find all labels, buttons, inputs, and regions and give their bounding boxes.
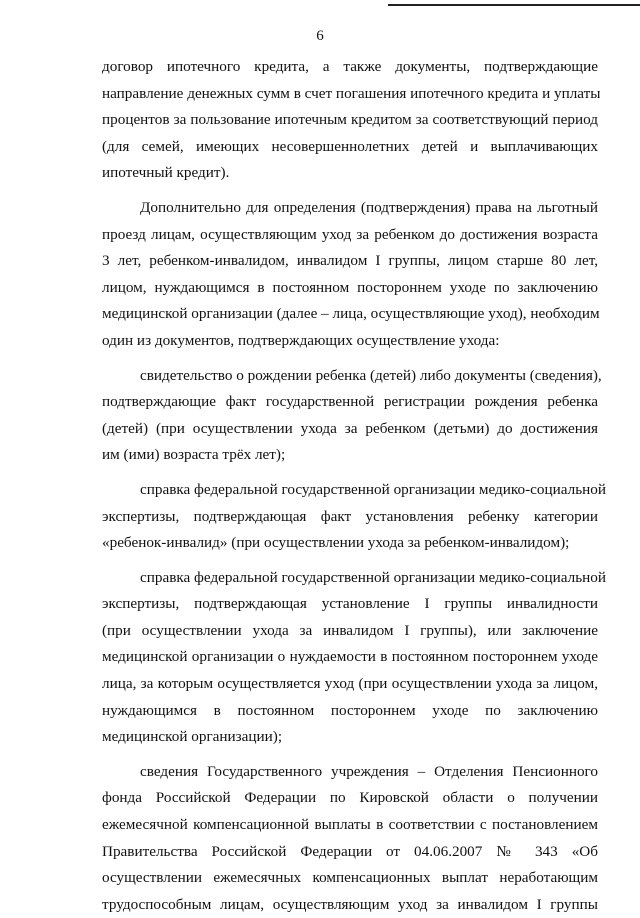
text-line: проезд лицам, осуществляющим уход за ребенком до достижения возраста [102,225,598,243]
paragraph [102,759,598,918]
text-line: (детей) (при осуществлении ухода за ребенком (детьми) до достижения [102,419,598,437]
document-body [102,54,606,918]
text-line: (для семей, имеющих несовершеннолетних детей и выплачивающих [102,137,598,155]
text-line: нуждающимся в постоянном постороннем уходе по заключению [102,701,598,719]
text-line: им (ими) возраста трёх лет); [102,446,286,464]
text-line: процентов за пользование ипотечным кредитом за соответствующий период [102,111,598,129]
text-line: один из документов, подтверждающих осуществление ухода: [102,331,500,349]
text-line: медицинской организации о нуждаемости в постоянном постороннем уходе [102,648,598,666]
paragraph [102,195,598,355]
page-number: 6 [316,28,324,44]
paragraph [102,565,606,751]
paragraph-gap [102,751,598,759]
text-line: справка федеральной государственной организации медико-социальной [140,480,606,498]
text-line: Дополнительно для определения (подтверждения) права на льготный [140,198,598,216]
text-line: направление денежных сумм в счет погашения ипотечного кредита и уплаты [102,84,601,102]
text-line: свидетельство о рождении ребенка (детей) либо документы (сведения), [140,366,602,384]
text-line: 3 лет, ребенком-инвалидом, инвалидом I группы, лицом старше 80 лет, [102,252,598,270]
text-line: трудоспособным лицам, осуществляющим уход за инвалидом I группы [102,895,598,913]
text-line: лица, за которым осуществляется уход (при осуществлении ухода за лицом, [102,675,598,693]
text-line: осуществлении ежемесячных компенсационных выплат неработающим [102,869,598,887]
text-line: подтверждающие факт государственной регистрации рождения ребенка [102,393,598,411]
text-line: медицинской организации (далее – лица, осуществляющие уход), необходим [102,305,600,323]
paragraph [102,54,601,187]
text-line: медицинской организации); [102,728,283,746]
text-line: Правительства Российской Федерации от 04.06.2007 № 343 «Об [102,842,598,860]
top-edge-rule [388,4,640,6]
paragraph-gap [102,355,598,363]
text-line: ежемесячной компенсационной выплаты в соответствии с постановлением [102,816,598,834]
text-line: «ребенок-инвалид» (при осуществлении ухода за ребенком-инвалидом); [102,534,570,552]
text-line: экспертизы, подтверждающая факт установления ребенку категории [102,507,598,525]
text-line: (при осуществлении ухода за инвалидом I группы), или заключение [102,621,598,639]
paragraph [102,363,602,469]
text-line: ипотечный кредит). [102,164,230,182]
text-line: справка федеральной государственной организации медико-социальной [140,568,606,586]
text-line: экспертизы, подтверждающая установление I группы инвалидности [102,595,598,613]
paragraph [102,477,606,557]
paragraph-gap [102,469,598,477]
text-line: лицом, нуждающимся в постоянном постороннем уходе по заключению [102,278,598,296]
text-line: фонда Российской Федерации по Кировской области о получении [102,789,598,807]
text-line: сведения Государственного учреждения – Отделения Пенсионного [140,762,598,780]
paragraph-gap [102,187,598,195]
paragraph-gap [102,557,598,565]
text-line: договор ипотечного кредита, а также документы, подтверждающие [102,58,598,75]
